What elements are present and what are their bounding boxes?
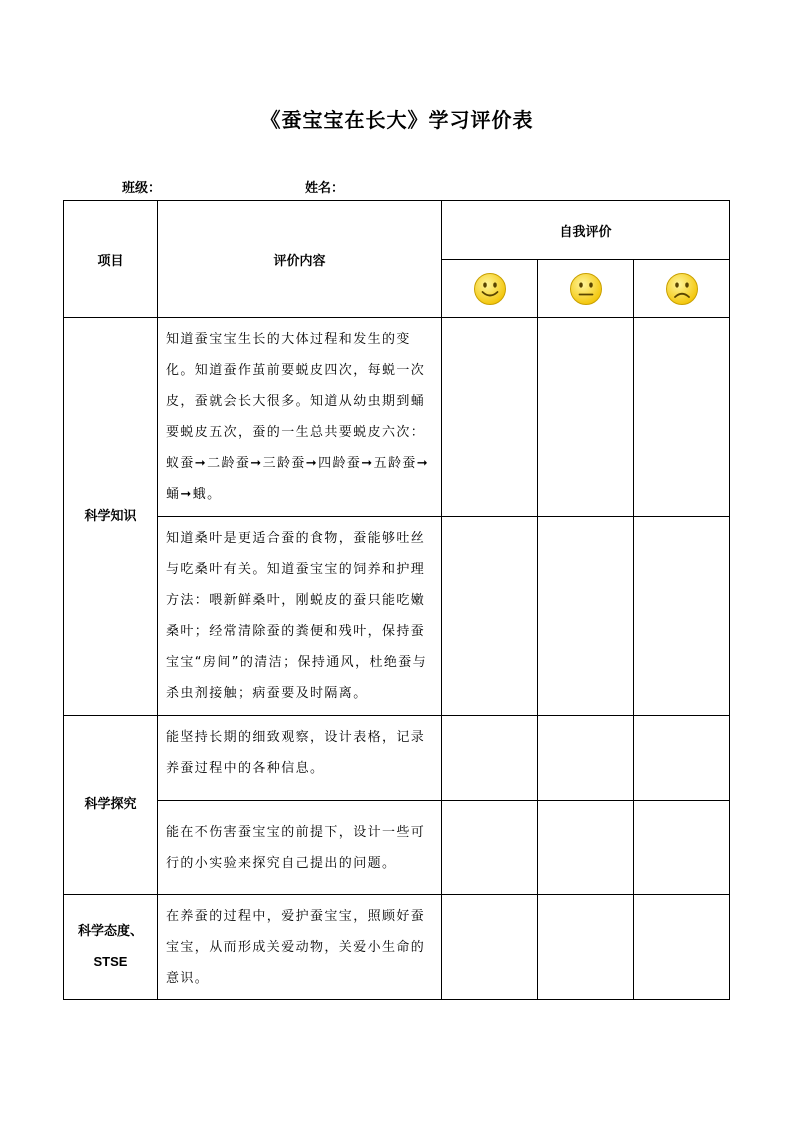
category-science-inquiry: 科学探究 xyxy=(64,716,158,895)
eval-content-2: 知道桑叶是更适合蚕的食物，蚕能够吐丝与吃桑叶有关。知道蚕宝宝的饲养和护理方法：喂新鲜桑叶，刚蜕皮的蚕只能吃嫩桑叶；经常清除蚕的粪便和残叶，保持蚕宝宝“房间”的清洁；保持通风，杜绝蚕与杀虫剂接触；病蚕要及时隔离。 xyxy=(158,517,442,716)
rating-cell[interactable] xyxy=(442,801,538,895)
rating-cell[interactable] xyxy=(442,318,538,517)
category-science-knowledge: 科学知识 xyxy=(64,318,158,716)
category-science-attitude-stse xyxy=(64,895,158,1000)
rating-cell[interactable] xyxy=(538,517,634,716)
evaluation-table xyxy=(63,200,730,1000)
rating-cell[interactable] xyxy=(634,318,730,517)
eval-content-5: 在养蚕的过程中，爱护蚕宝宝，照顾好蚕宝宝，从而形成关爱动物，关爱小生命的意识。 xyxy=(158,895,442,1000)
rating-cell[interactable] xyxy=(442,716,538,801)
header-item: 项目 xyxy=(64,201,158,318)
eval-content-4: 能在不伤害蚕宝宝的前提下，设计一些可行的小实验来探究自己提出的问题。 xyxy=(158,801,442,895)
rating-cell[interactable] xyxy=(538,895,634,1000)
rating-cell[interactable] xyxy=(634,801,730,895)
page-title: 《蚕宝宝在长大》学习评价表 xyxy=(260,108,534,132)
rating-cell[interactable] xyxy=(634,895,730,1000)
category-label-line2: STSE xyxy=(93,954,128,969)
class-label: 班级： xyxy=(122,181,162,196)
frown-face-icon xyxy=(665,272,699,306)
rating-cell[interactable] xyxy=(538,716,634,801)
name-label: 姓名： xyxy=(305,181,345,196)
rating-cell[interactable] xyxy=(538,801,634,895)
face-cell-frown xyxy=(634,260,730,318)
rating-cell[interactable] xyxy=(442,517,538,716)
header-self-eval: 自我评价 xyxy=(442,201,730,260)
header-content: 评价内容 xyxy=(158,201,442,318)
rating-cell[interactable] xyxy=(442,895,538,1000)
rating-cell[interactable] xyxy=(538,318,634,517)
rating-cell[interactable] xyxy=(634,716,730,801)
eval-content-1: 知道蚕宝宝生长的大体过程和发生的变化。知道蚕作茧前要蜕皮四次，每蜕一次皮，蚕就会长大很多。知道从幼虫期到蛹要蜕皮五次，蚕的一生总共要蜕皮六次：蚁蚕➞二龄蚕➞三龄蚕➞四龄蚕➞五龄蚕➞蛹➞蛾。 xyxy=(158,318,442,517)
eval-content-3: 能坚持长期的细致观察，设计表格，记录养蚕过程中的各种信息。 xyxy=(158,716,442,801)
neutral-face-icon xyxy=(569,272,603,306)
rating-cell[interactable] xyxy=(634,517,730,716)
face-cell-smile xyxy=(442,260,538,318)
category-label-line1: 科学态度、 xyxy=(77,924,143,939)
smile-face-icon xyxy=(473,272,507,306)
face-cell-neutral xyxy=(538,260,634,318)
